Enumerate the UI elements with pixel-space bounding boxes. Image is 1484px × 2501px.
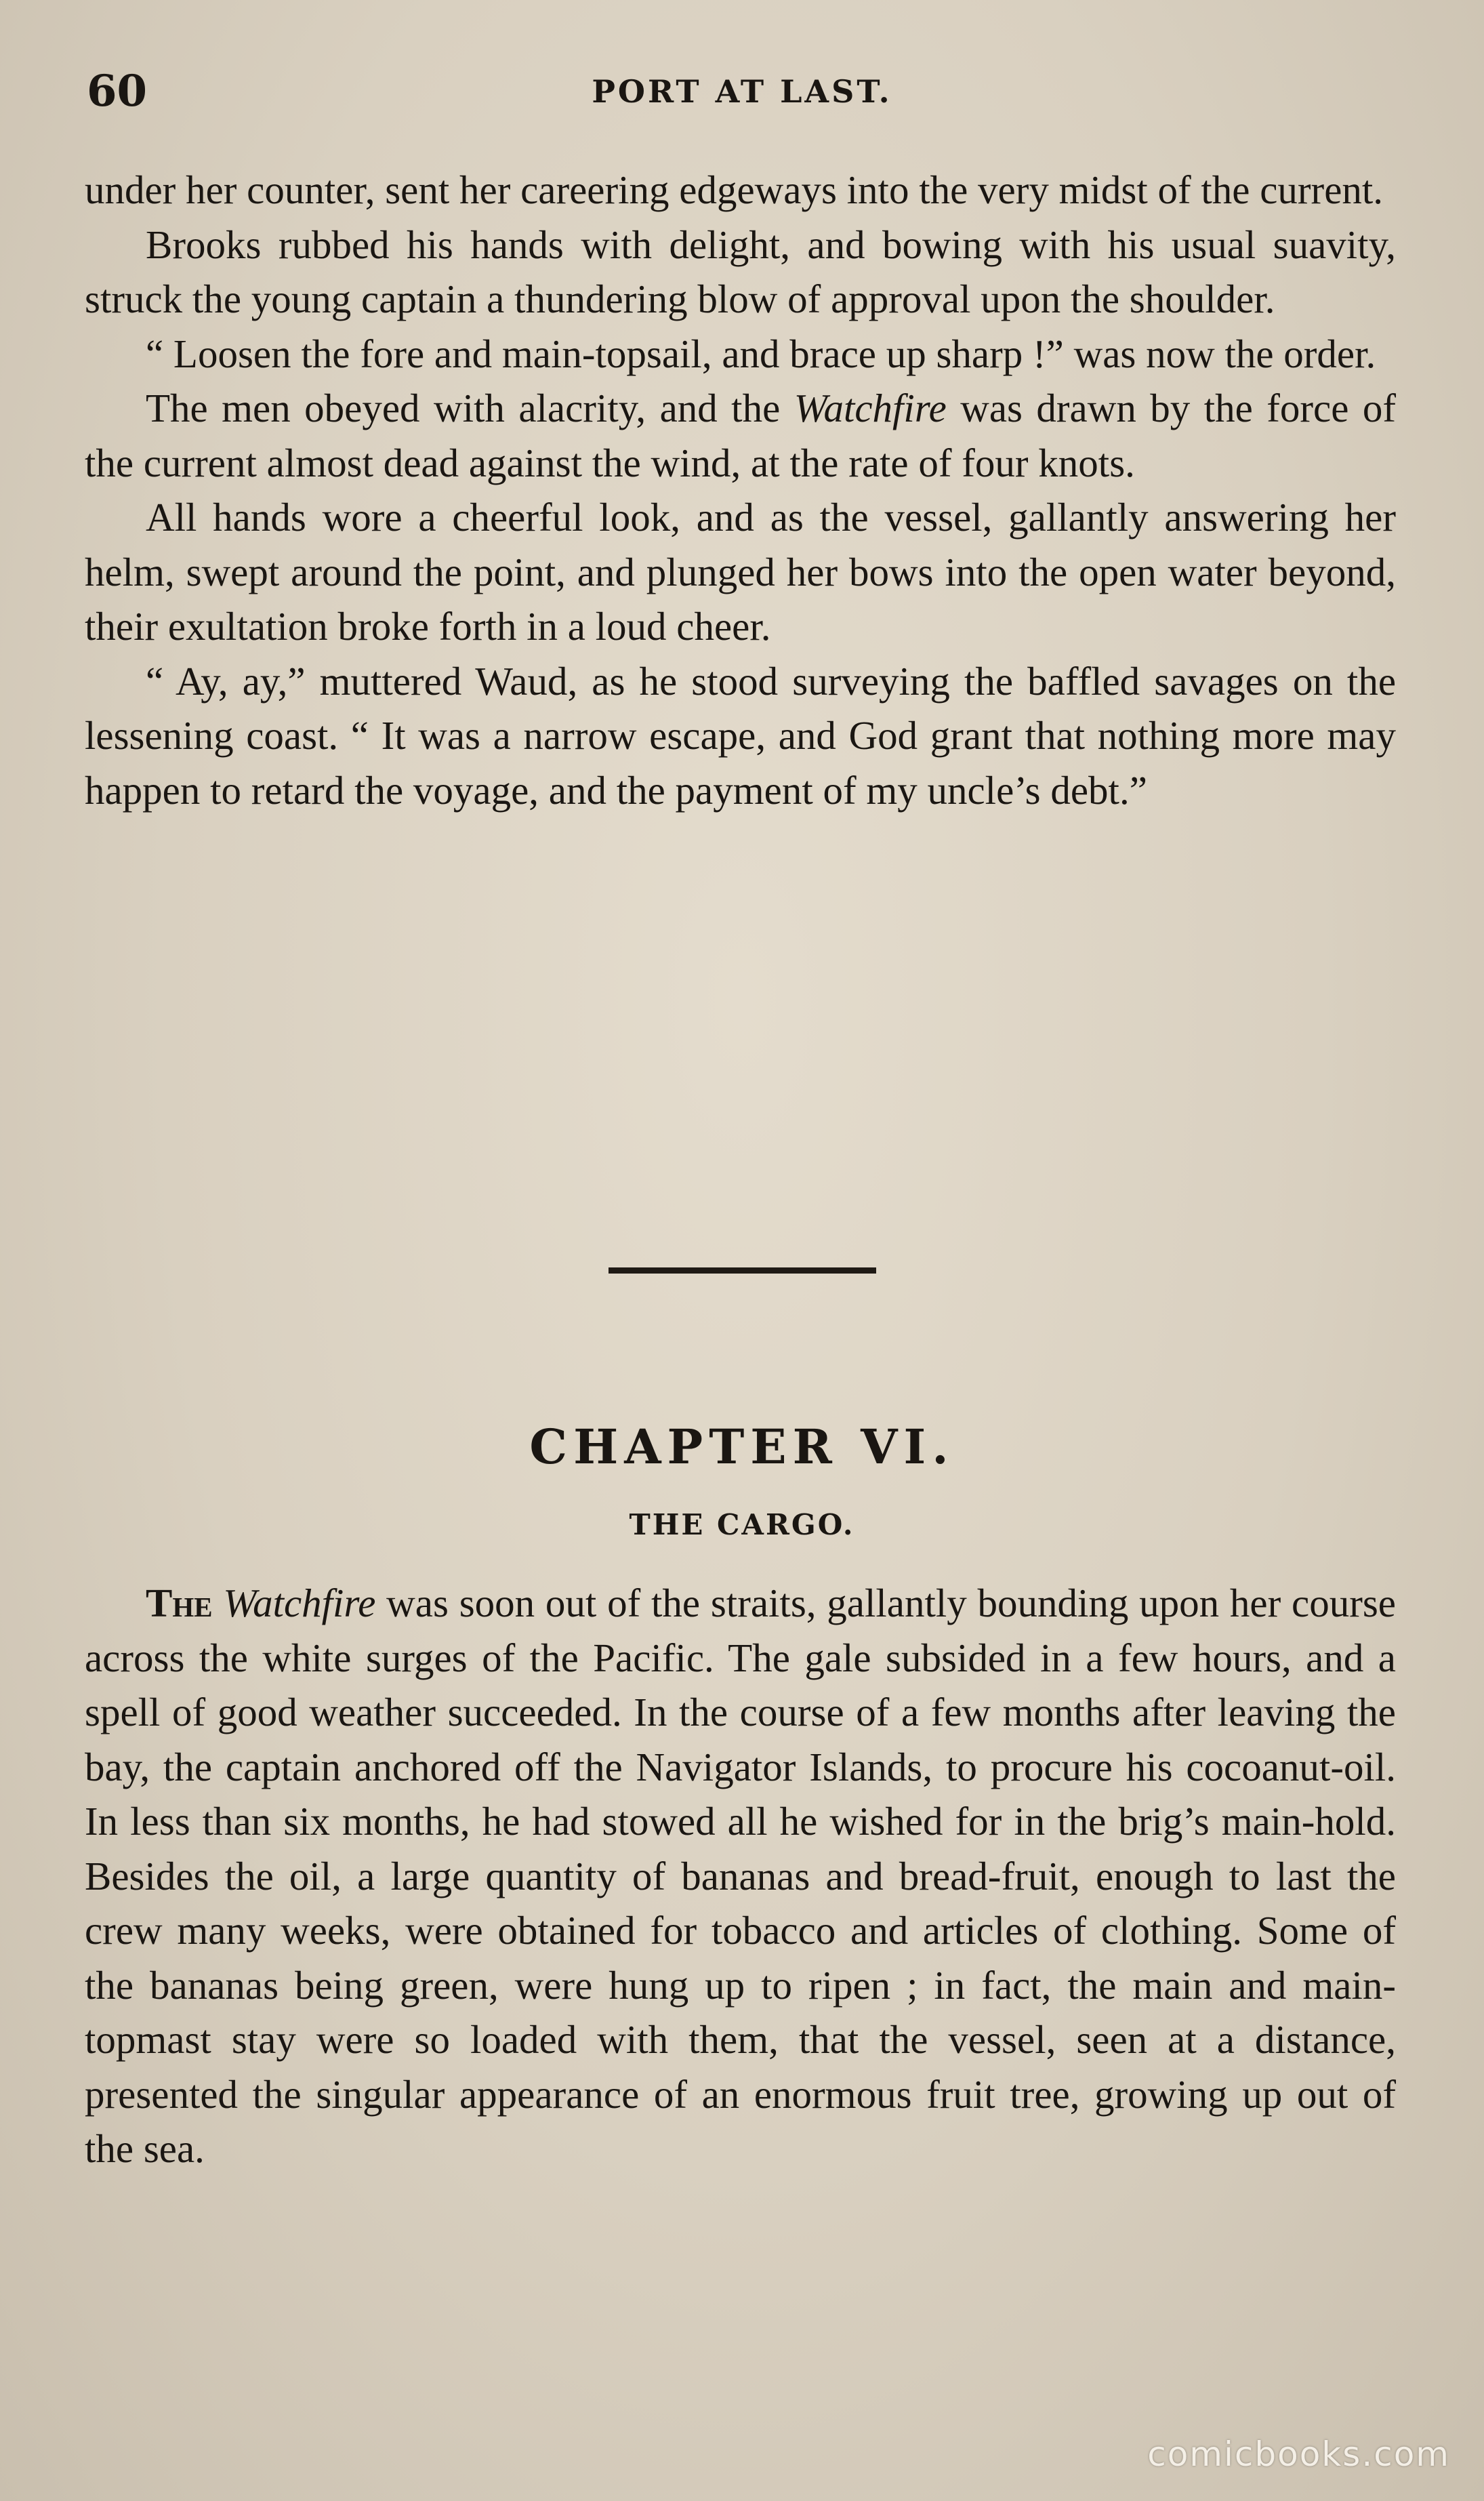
watermark-logo: comicbooks.com bbox=[1147, 2435, 1450, 2474]
paragraph bbox=[85, 218, 1396, 327]
paragraph bbox=[85, 654, 1396, 818]
text-run: All hands wore a cheerful look, and as the vessel, gallantly answering her helm, swept around the point, and plunged her bows into the open water beyond, their exultation broke forth in a loud cheer. bbox=[85, 495, 1396, 649]
text-run: was drawn by the force of the current almost dead against the wind, at the rate of four knots. bbox=[85, 386, 1396, 485]
paragraph bbox=[85, 163, 1396, 218]
running-head: PORT AT LAST. bbox=[592, 73, 892, 110]
chapter-title: CHAPTER VI. bbox=[529, 1419, 955, 1475]
text-run: Brooks rubbed his hands with delight, and bowing with his usual suavity, struck the young captain a thundering blow of approval upon the shoulder. bbox=[85, 222, 1396, 321]
text-run: under her counter, sent her careering edgeways into the very midst of the current. bbox=[85, 167, 1384, 212]
ship-name: Watchfire bbox=[223, 1581, 376, 1625]
text-run: The men obeyed with alacrity, and the bbox=[146, 386, 794, 430]
text-run: “ Ay, ay,” muttered Waud, as he stood surveying the baffled savages on the lessening coast. “ It was a narrow escape, and God grant that nothing more may happen to retard the voyage, and the payment of my uncle’s debt.” bbox=[85, 658, 1396, 813]
chapter-subtitle: THE CARGO. bbox=[629, 1508, 855, 1541]
page-header bbox=[81, 64, 1403, 119]
paragraph bbox=[85, 490, 1396, 654]
page-number: 60 bbox=[87, 66, 148, 117]
section-divider bbox=[609, 1267, 876, 1274]
paragraph bbox=[85, 1576, 1396, 2176]
lead-word: The bbox=[146, 1581, 213, 1625]
text-run: “ Loosen the fore and main-topsail, and brace up sharp !” was now the order. bbox=[146, 331, 1376, 376]
text-run bbox=[213, 1581, 224, 1625]
ship-name: Watchfire bbox=[793, 386, 947, 430]
passage-top bbox=[85, 163, 1396, 817]
paragraph bbox=[85, 381, 1396, 490]
text-run: was soon out of the straits, gallantly bounding upon her course across the white surges of the Pacific. The gale subsided in a few hours, and a spell of good weather succeeded. In the course of a few months after leaving the bay, the captain anchored off the Navigator Islands, to procure his cocoanut-oil. In less than six months, he had stowed all he wished for in the brig’s main-hold. Besides the oil, a large quantity of bananas and bread-fruit, enough to last the crew many weeks, were obtained for tobacco and articles of clothing. Some of the bananas being green, were hung up to ripen ; in fact, the main and main-topmast stay were so loaded with them, that the vessel, seen at a distance, presented the singular appearance of an enormous fruit tree, growing up out of the sea. bbox=[85, 1581, 1396, 2171]
paragraph bbox=[85, 327, 1396, 382]
passage-bottom bbox=[85, 1576, 1396, 2176]
